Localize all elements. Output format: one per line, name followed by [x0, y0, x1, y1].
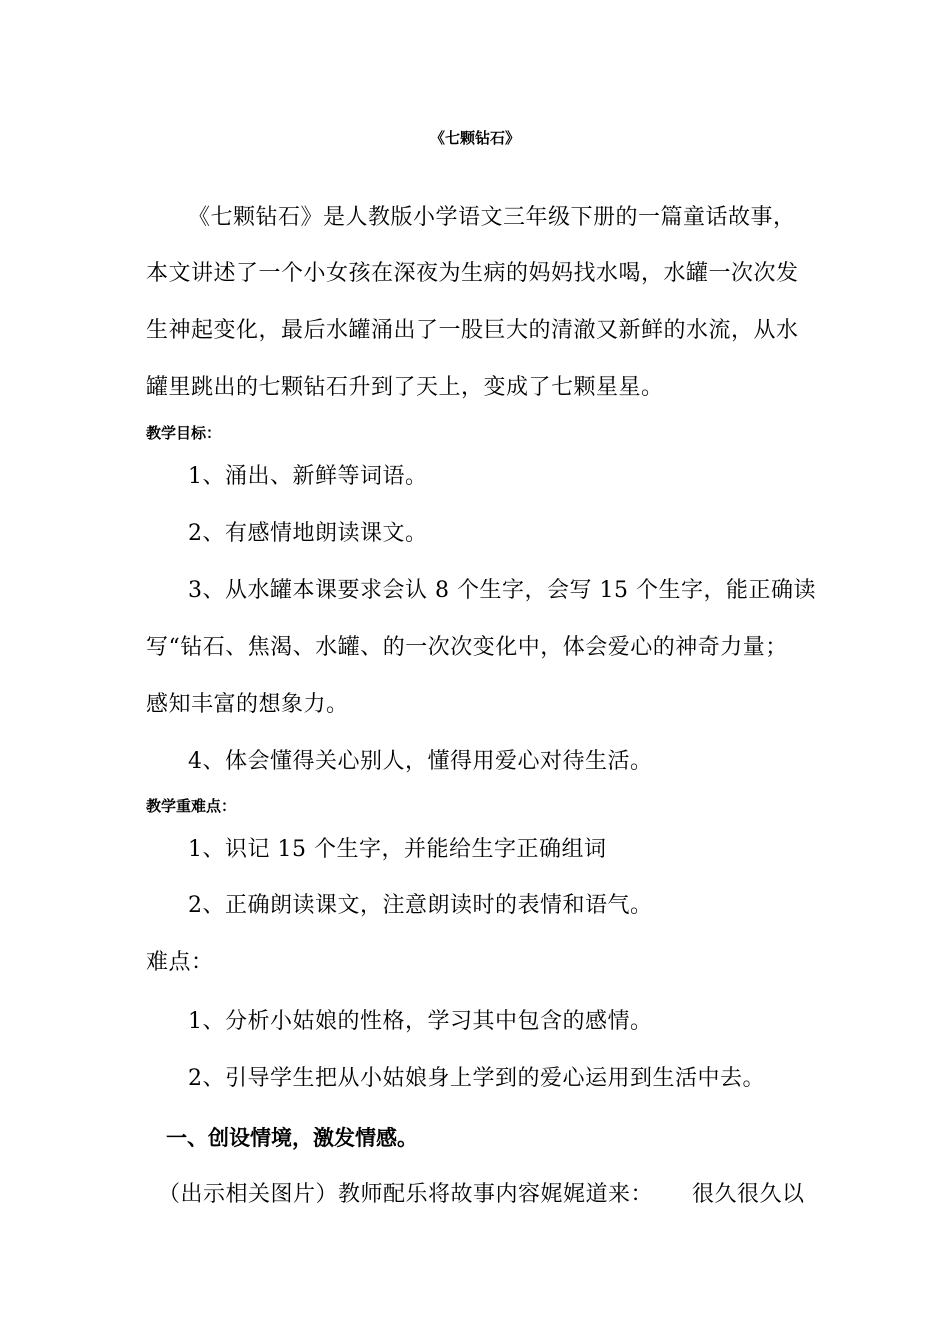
keypoints-heading: 教学重难点：	[146, 797, 237, 815]
intro-line-2: 本文讲述了一个小女孩在深夜为生病的妈妈找水喝，水罐一次次发	[146, 261, 799, 286]
difficulties-heading: 难点：	[146, 950, 214, 975]
intro-line-3: 生神起变化，最后水罐涌出了一股巨大的清澈又新鲜的水流，从水	[146, 318, 799, 343]
section1-line-left: （出示相关图片）教师配乐将故事内容娓娓道来：	[158, 1182, 654, 1207]
intro-line-4: 罐里跳出的七颗钻石升到了天上，变成了七颗星星。	[146, 375, 664, 400]
objective-item-2: 2、有感情地朗读课文。	[188, 521, 428, 546]
objective-item-3-cont: 写“钻石、焦渴、水罐、的一次次变化中，体会爱心的神奇力量；	[146, 635, 788, 660]
objective-item-1: 1、涌出、新鲜等词语。	[188, 464, 428, 489]
objectives-heading: 教学目标：	[146, 424, 222, 442]
keypoint-item-1: 1、识记 15 个生字，并能给生字正确组词	[188, 837, 607, 862]
objective-item-3-cont-2: 感知丰富的想象力。	[146, 692, 349, 717]
section1-line-right: 很久很久以	[692, 1182, 805, 1207]
keypoint-item-2: 2、正确朗读课文，注意朗读时的表情和语气。	[188, 893, 653, 918]
difficulty-item-2: 2、引导学生把从小姑娘身上学到的爱心运用到生活中去。	[188, 1066, 765, 1091]
document-title: 《七颗钻石》	[429, 129, 520, 147]
intro-line-1: 《七颗钻石》是人教版小学语文三年级下册的一篇童话故事，	[188, 205, 796, 230]
objective-item-4: 4、体会懂得关心别人，懂得用爱心对待生活。	[188, 749, 653, 774]
section1-heading: 一、创设情境，激发情感。	[166, 1125, 418, 1150]
objective-item-3: 3、从水罐本课要求会认 8 个生字，会写 15 个生字，能正确读	[188, 578, 816, 603]
difficulty-item-1: 1、分析小姑娘的性格，学习其中包含的感情。	[188, 1009, 653, 1034]
